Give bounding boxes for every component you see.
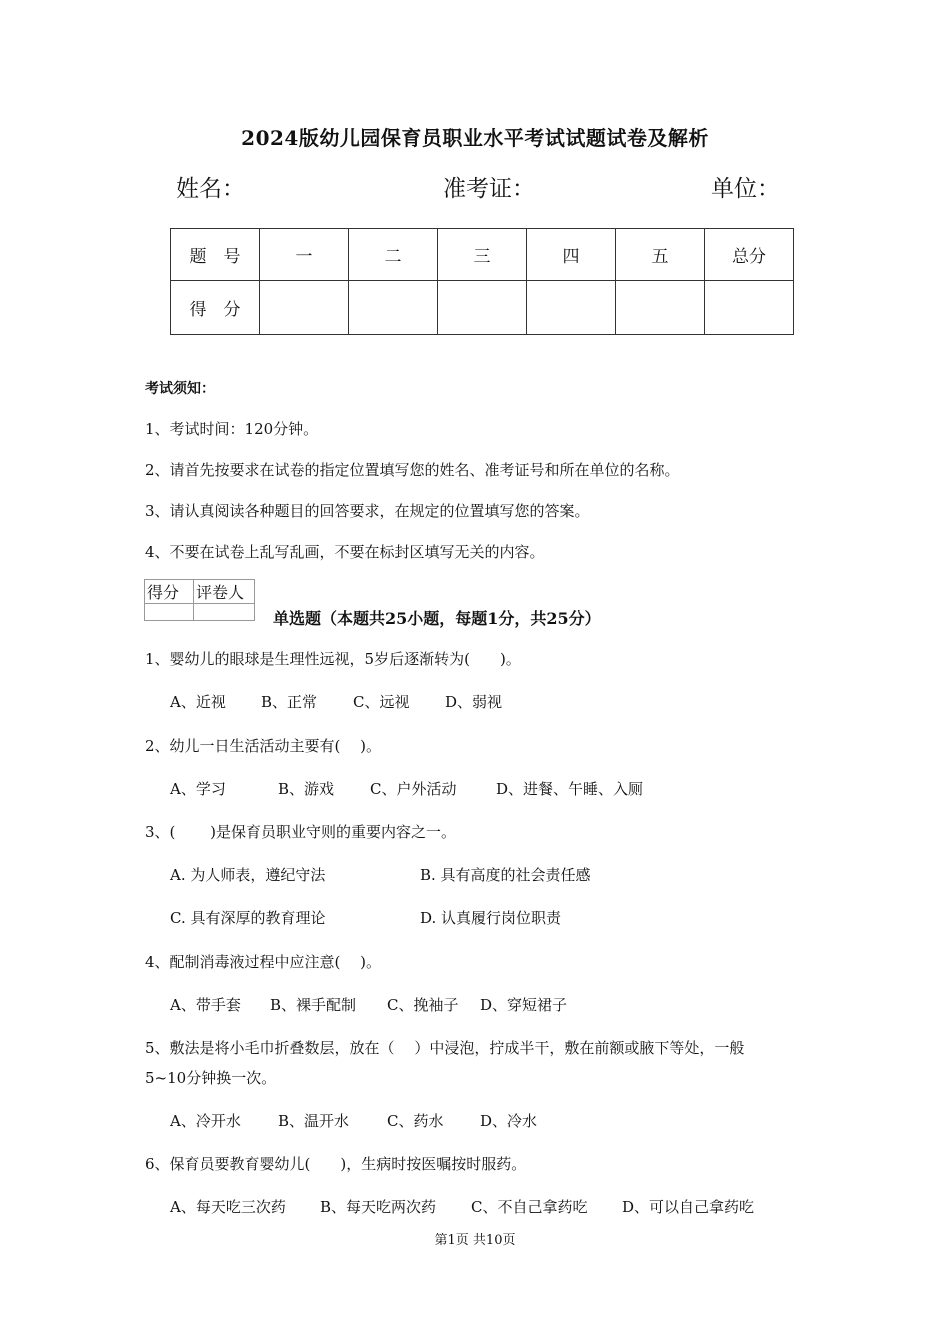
option-item[interactable]: C、药水 bbox=[387, 1112, 444, 1130]
option-item[interactable]: D、进餐、午睡、入厕 bbox=[496, 780, 644, 798]
option-item[interactable]: B. 具有高度的社会责任感 bbox=[420, 866, 591, 884]
option-item[interactable]: A、每天吃三次药 bbox=[170, 1198, 286, 1216]
score-table-header: 四 bbox=[527, 229, 616, 281]
notice-item: 2、请首先按要求在试卷的指定位置填写您的姓名、准考证号和所在单位的名称。 bbox=[145, 461, 680, 479]
score-cell[interactable] bbox=[616, 281, 705, 335]
option-item[interactable]: B、温开水 bbox=[278, 1112, 350, 1130]
grader-score-label: 得分 bbox=[145, 580, 194, 604]
section-title: 单选题（本题共25小题，每题1分，共25分） bbox=[273, 609, 601, 628]
option-item[interactable]: A、近视 bbox=[170, 693, 226, 711]
notice-item: 1、考试时间：120分钟。 bbox=[145, 420, 319, 438]
notice-title: 考试须知： bbox=[145, 381, 215, 397]
question-stem: 1、婴幼儿的眼球是生理性远视，5岁后逐渐转为( )。 bbox=[145, 650, 521, 668]
question-stem: 2、幼儿一日生活活动主要有( )。 bbox=[145, 737, 382, 755]
score-table-header: 二 bbox=[349, 229, 438, 281]
score-row-label: 得 分 bbox=[171, 281, 260, 335]
option-item[interactable]: B、裸手配制 bbox=[270, 996, 357, 1014]
name-field-label: 姓名： bbox=[176, 176, 245, 202]
option-item[interactable]: B、正常 bbox=[261, 693, 318, 711]
option-item[interactable]: D、可以自己拿药吃 bbox=[622, 1198, 755, 1216]
grader-box bbox=[144, 579, 255, 621]
score-cell[interactable] bbox=[527, 281, 616, 335]
option-item[interactable]: C、户外活动 bbox=[370, 780, 457, 798]
score-cell[interactable] bbox=[705, 281, 794, 335]
score-cell[interactable] bbox=[349, 281, 438, 335]
score-cell[interactable] bbox=[438, 281, 527, 335]
notice-item: 4、不要在试卷上乱写乱画，不要在标封区填写无关的内容。 bbox=[145, 543, 545, 561]
score-table-header: 一 bbox=[260, 229, 349, 281]
option-item[interactable]: D. 认真履行岗位职责 bbox=[420, 909, 562, 927]
question-stem: 3、( )是保育员职业守则的重要内容之一。 bbox=[145, 823, 457, 841]
option-item[interactable]: D、冷水 bbox=[480, 1112, 538, 1130]
option-item[interactable]: C、远视 bbox=[353, 693, 410, 711]
option-item[interactable]: B、每天吃两次药 bbox=[320, 1198, 437, 1216]
score-table-header: 总分 bbox=[705, 229, 794, 281]
option-item[interactable]: C. 具有深厚的教育理论 bbox=[170, 909, 326, 927]
score-table-header: 三 bbox=[438, 229, 527, 281]
question-stem: 5、敷法是将小毛巾折叠数层，放在（ ）中浸泡，拧成半干，敷在前额或腋下等处，一般 bbox=[145, 1039, 745, 1057]
score-table-header: 五 bbox=[616, 229, 705, 281]
option-item[interactable]: D、弱视 bbox=[445, 693, 503, 711]
option-item[interactable]: B、游戏 bbox=[278, 780, 335, 798]
candidate-fields bbox=[176, 170, 781, 204]
score-cell[interactable] bbox=[260, 281, 349, 335]
grader-reviewer-cell[interactable] bbox=[194, 604, 255, 621]
question-stem-continued: 5~10分钟换一次。 bbox=[145, 1069, 277, 1087]
notice-item: 3、请认真阅读各种题目的回答要求，在规定的位置填写您的答案。 bbox=[145, 502, 590, 520]
option-item[interactable]: A、学习 bbox=[170, 780, 226, 798]
page-footer: 第1页 共10页 bbox=[434, 1233, 516, 1248]
option-item[interactable]: A、冷开水 bbox=[170, 1112, 241, 1130]
score-table bbox=[170, 228, 794, 335]
option-item[interactable]: A. 为人师表，遵纪守法 bbox=[170, 866, 326, 884]
question-stem: 6、保育员要教育婴幼儿( )，生病时按医嘱按时服药。 bbox=[145, 1155, 527, 1173]
question-stem: 4、配制消毒液过程中应注意( )。 bbox=[145, 953, 382, 971]
option-item[interactable]: D、穿短裙子 bbox=[480, 996, 568, 1014]
grader-reviewer-label: 评卷人 bbox=[194, 580, 255, 604]
grader-score-cell[interactable] bbox=[145, 604, 194, 621]
score-table-header: 题 号 bbox=[171, 229, 260, 281]
option-item[interactable]: C、不自己拿药吃 bbox=[471, 1198, 588, 1216]
option-item[interactable]: C、挽袖子 bbox=[387, 996, 459, 1014]
exam-title: 2024版幼儿园保育员职业水平考试试题试卷及解析 bbox=[241, 126, 709, 150]
exam-id-field-label: 准考证： bbox=[443, 176, 535, 202]
option-item[interactable]: A、带手套 bbox=[170, 996, 241, 1014]
unit-field-label: 单位： bbox=[711, 176, 780, 202]
